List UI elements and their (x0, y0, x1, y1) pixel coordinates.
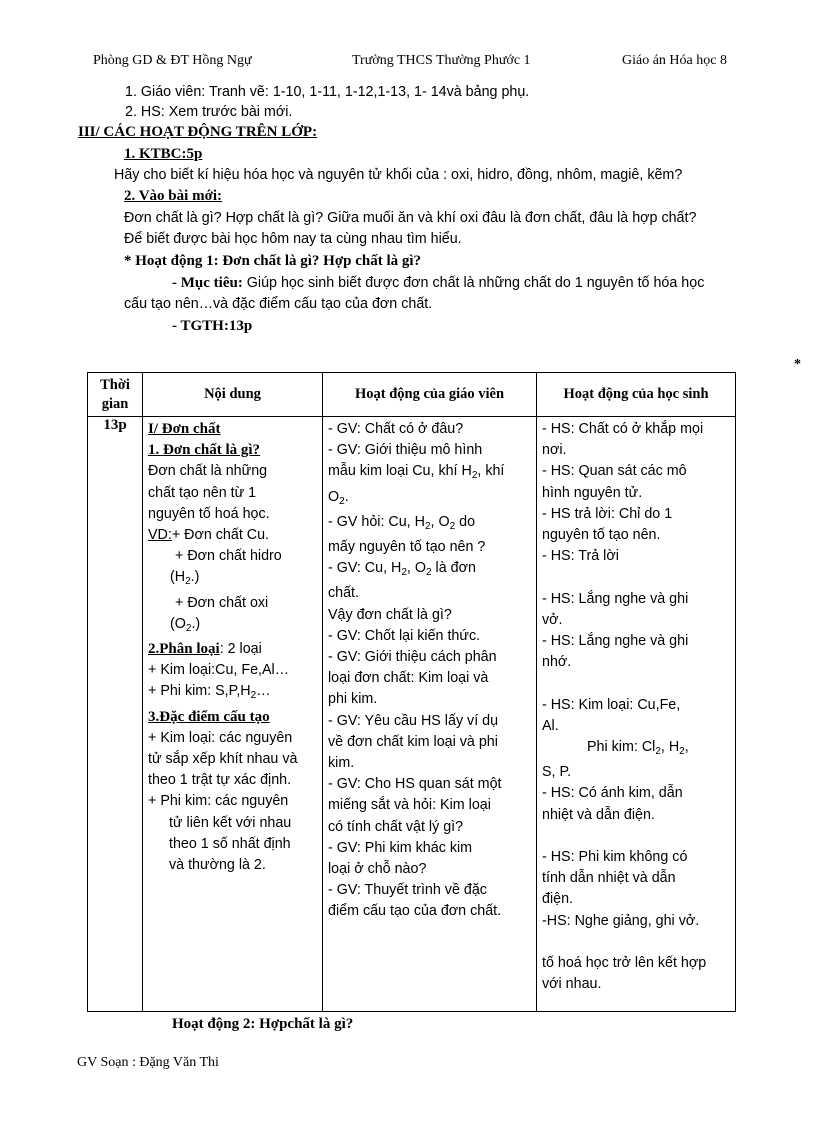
example-label: VD: (148, 527, 172, 544)
student-line: hình nguyên tử. (542, 484, 643, 501)
intro-line-2: Để biết được bài học hôm nay ta cùng nhau tìm hiểu. (124, 231, 462, 247)
teacher-line: - GV hỏi: Cu, $H_2$, $O_2$ do (328, 513, 476, 532)
example-oxygen: + Đơn chất oxi (175, 594, 269, 611)
student-line: - HS: Lắng nghe và ghi (542, 590, 689, 607)
example-hydrogen-formula: $(H_2.)$ (170, 569, 200, 588)
student-line: tố hoá học trở lên kết hợp (542, 955, 707, 972)
time-cell (88, 417, 143, 1012)
student-line: điện. (542, 891, 574, 908)
student-line: vở. (542, 611, 563, 628)
content-nonmetal-examples: + Phi kim: $S,P,H_2\dots$ (148, 683, 271, 702)
teacher-line: mấy nguyên tố tạo nên ? (328, 539, 486, 556)
teacher-line: miếng sắt và hỏi: Kim loại (328, 797, 491, 814)
teacher-line: điểm cấu tạo của đơn chất. (328, 903, 502, 920)
header-subject: Giáo án Hóa học 8 (622, 53, 727, 68)
teacher-line: Vậy đơn chất là gì? (328, 606, 452, 623)
teacher-line: kim. (328, 755, 355, 772)
student-line: nơi. (542, 442, 567, 459)
header-student: Hoạt động của học sinh (537, 373, 736, 417)
teacher-line: $O_2$. (328, 488, 349, 507)
student-line: - HS: Phi kim không có (542, 849, 688, 866)
time-value: 13p (103, 417, 127, 433)
content-line: chất tạo nên từ 1 (148, 484, 257, 501)
content-line: nguyên tố hoá học. (148, 505, 270, 522)
student-line: với nhau. (542, 976, 602, 993)
student-line: Al. (542, 717, 559, 734)
student-line: - HS: Chất có ở khắp mọi (542, 421, 704, 437)
content-heading-2: 1. Đơn chất là gì? (148, 442, 261, 459)
activity-1-goal-line-2: cấu tạo nên…và đặc điểm cấu tạo của đơn chất. (124, 296, 433, 312)
activity-2-title: Hoạt động 2: Hợpchất là gì? (172, 1016, 354, 1032)
content-line: + Phi kim: các nguyên (148, 793, 289, 810)
lesson-plan-table (87, 372, 736, 1012)
teacher-line: về đơn chất kim loại và phi (328, 733, 498, 750)
teacher-line: - GV: Giới thiệu mô hình (328, 442, 483, 459)
student-line: - HS: Kim loại: Cu,Fe, (542, 696, 681, 713)
content-heading-3: 2.Phân loại: 2 loại (148, 641, 262, 658)
header-time: Thời gian (88, 373, 143, 417)
content-line: theo 1 trật tự xác định. (148, 772, 292, 789)
content-line: + Kim loại: các nguyên (148, 729, 293, 746)
teacher-line: - GV: Chốt lại kiến thức. (328, 627, 481, 644)
student-line: - HS: Lắng nghe và ghi (542, 633, 689, 650)
content-heading-4: 3.Đặc điểm cấu tạo (148, 708, 270, 725)
ktbc-question: Hãy cho biết kí hiệu hóa học và nguyên tử khối của : oxi, hidro, đồng, nhôm, magiê, kẽm? (114, 167, 683, 183)
student-line: -HS: Nghe giảng, ghi vở. (542, 912, 700, 929)
content-metal-examples: + Kim loại:Cu, Fe,Al… (148, 662, 290, 679)
student-cell (537, 417, 736, 1012)
header-school-name: Trường THCS Thường Phước 1 (352, 53, 531, 68)
goal-label: - Mục tiêu: (172, 275, 243, 291)
table-row (88, 417, 736, 1012)
activity-1-goal (172, 275, 704, 292)
content-heading-1: I/ Đơn chất (148, 421, 221, 437)
content-line: tử sắp xếp khít nhau và (148, 751, 298, 768)
teacher-line: chất. (328, 585, 359, 602)
student-line: - HS: Quan sát các mô (542, 463, 687, 480)
student-line: nguyên tố tạo nên. (542, 527, 661, 544)
student-line: tính dẫn nhiệt và dẫn (542, 870, 676, 887)
header-teacher: Hoạt động của giáo viên (323, 373, 537, 417)
teacher-line: có tính chất vật lý gì? (328, 818, 464, 835)
teacher-cell (323, 417, 537, 1012)
student-line: - HS: Có ánh kim, dẫn (542, 785, 683, 802)
teacher-line: mẫu kim loại Cu, khí $H_2$, khí (328, 463, 505, 482)
content-line: và thường là 2. (169, 857, 266, 874)
content-line: Đơn chất là những (148, 463, 268, 480)
prep-student: 2. HS: Xem trước bài mới. (125, 104, 293, 120)
section-title: III/ CÁC HOẠT ĐỘNG TRÊN LỚP: (78, 124, 318, 140)
content-example-line (148, 525, 317, 546)
goal-text: Giúp học sinh biết được đơn chất là những chất do 1 nguyên tố hóa học (242, 275, 705, 291)
teacher-line: - GV: Chất có ở đâu? (328, 421, 464, 437)
teacher-line: - GV: Cu, $H_2$, $O_2$ là đơn (328, 560, 476, 579)
footer-author: GV Soạn : Đặng Văn Thi (77, 1055, 219, 1070)
example-oxygen-formula: $(O_2.)$ (170, 615, 201, 634)
example-hydrogen: + Đơn chất hidro (175, 548, 282, 565)
stray-asterisk: * (794, 357, 801, 372)
student-line: nhiệt và dẫn điện. (542, 806, 655, 823)
content-line: tử liên kết với nhau (169, 814, 292, 831)
teacher-line: - GV: Giới thiệu cách phân (328, 649, 497, 666)
teacher-line: - GV: Cho HS quan sát một (328, 776, 502, 793)
teacher-line: phi kim. (328, 691, 378, 708)
student-line: S, P. (542, 764, 572, 781)
prep-teacher: 1. Giáo viên: Tranh vẽ: 1-10, 1-11, 1-12,1-13, 1- 14và bảng phụ. (125, 84, 530, 100)
activity-1-title: * Hoạt động 1: Đơn chất là gì? Hợp chất là gì? (124, 253, 422, 269)
header-content: Nội dung (143, 373, 323, 417)
example-cu: + Đơn chất Cu. (171, 527, 270, 544)
content-cell (143, 417, 323, 1012)
student-line: - HS: Trả lời (542, 548, 619, 565)
content-line: theo 1 số nhất định (169, 835, 291, 852)
header-school-dept: Phòng GD & ĐT Hồng Ngự (93, 53, 252, 68)
student-line: - HS trả lời: Chỉ do 1 (542, 505, 673, 522)
teacher-line: - GV: Thuyết trình về đặc (328, 882, 487, 899)
teacher-line: - GV: Yêu cầu HS lấy ví dụ (328, 712, 499, 729)
student-line: Phi kim: $Cl_2$, $H_2$, (587, 739, 689, 758)
teacher-line: loại đơn chất: Kim loại và (328, 670, 489, 687)
intro-title: 2. Vào bài mới: (124, 188, 223, 204)
intro-line-1: Đơn chất là gì? Hợp chất là gì? Giữa muối ăn và khí oxi đâu là đơn chất, đâu là hợp chất? (124, 210, 697, 226)
teacher-line: - GV: Phi kim khác kim (328, 839, 473, 856)
activity-1-duration: - TGTH:13p (172, 318, 253, 334)
table-header-row (88, 373, 736, 417)
student-line: nhớ. (542, 654, 572, 671)
teacher-line: loại ở chỗ nào? (328, 861, 427, 878)
ktbc-title: 1. KTBC:5p (124, 146, 203, 162)
